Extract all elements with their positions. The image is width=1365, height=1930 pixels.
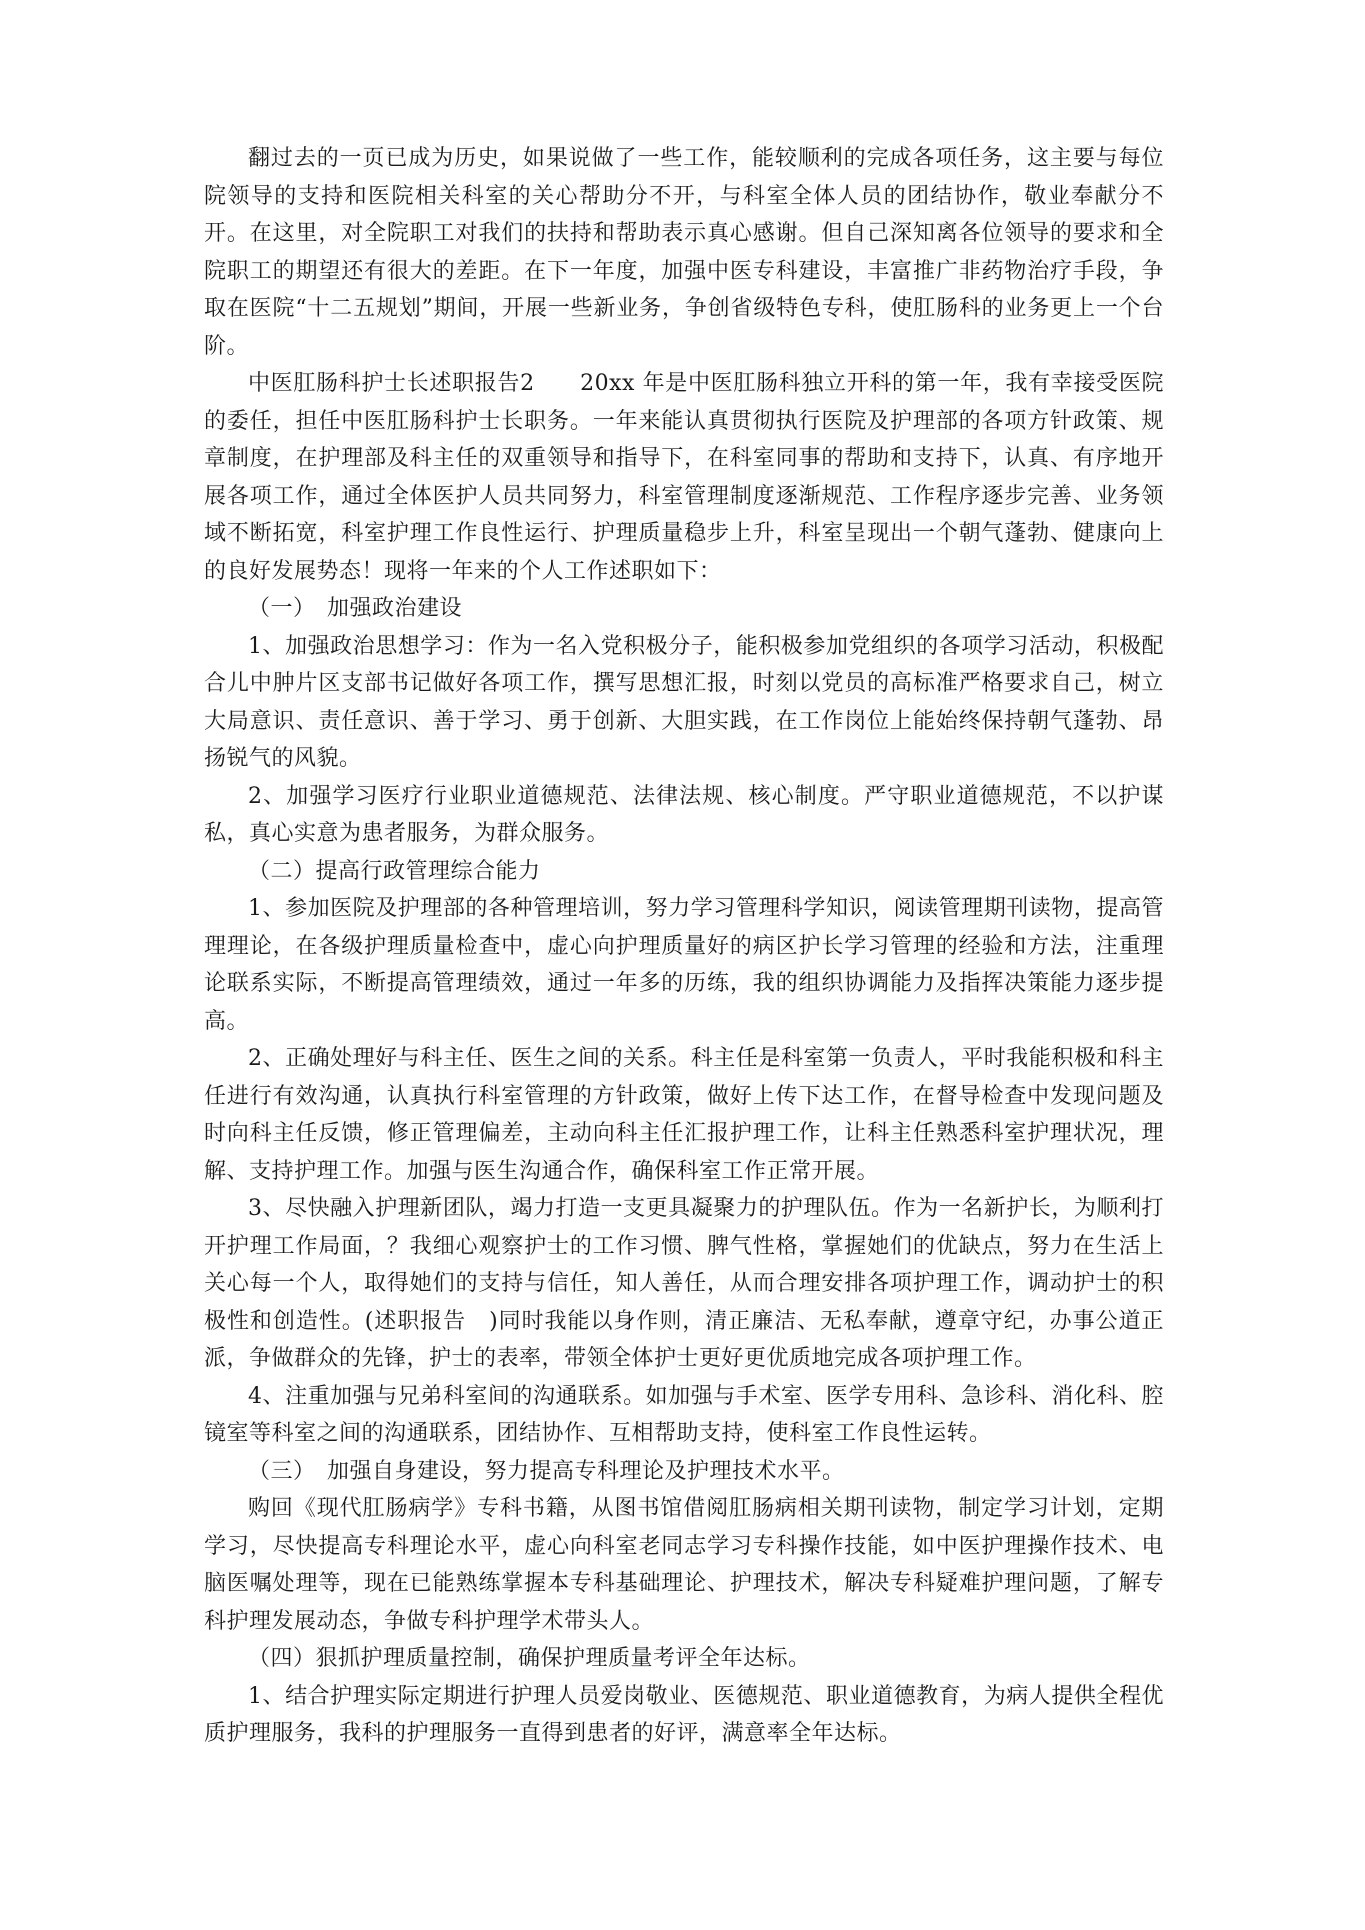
section-heading-quality-control: （四）狠抓护理质量控制，确保护理质量考评全年达标。 <box>248 1646 811 1671</box>
paragraph-management-3: 3、尽快融入护理新团队，竭力打造一支更具凝聚力的护理队伍。作为一名新护长，为顺利打开护理工作局面，？我细心观察护士的工作习惯、脾气性格，掌握她们的优缺点，努力在生活上关心每一个人，取得她们的支持与信任，知人善任，从而合理安排各项护理工作，调动护士的积极性和创造性。(述职报告 )同时我能以身作则，清正廉洁、无私奉献，遵章守纪，办事公道正派，争做群众的先锋，护士的表率，带领全体护士更好更优质地完成各项护理工作。 <box>204 1196 1164 1371</box>
paragraph-report-intro: 中医肛肠科护士长述职报告2 20xx 年是中医肛肠科独立开科的第一年，我有幸接受医院的委任，担任中医肛肠科护士长职务。一年来能认真贯彻执行医院及护理部的各项方针政策、规章制度，在护理部及科主任的双重领导和指导下，在科室同事的帮助和支持下，认真、有序地开展各项工作，通过全体医护人员共同努力，科室管理制度逐渐规范、工作程序逐步完善、业务领域不断拓宽，科室护理工作良性运行、护理质量稳步上升，科室呈现出一个朝气蓬勃、健康向上的良好发展势态！现将一年来的个人工作述职如下： <box>204 371 1164 584</box>
document-body <box>204 140 1164 1753</box>
section-heading-political: （一） 加强政治建设 <box>248 596 463 621</box>
paragraph-political-2: 2、加强学习医疗行业职业道德规范、法律法规、核心制度。严守职业道德规范，不以护谋私，真心实意为患者服务，为群众服务。 <box>204 783 1164 846</box>
paragraph-management-2: 2、正确处理好与科主任、医生之间的关系。科主任是科室第一负责人，平时我能积极和科主任进行有效沟通，认真执行科室管理的方针政策，做好上传下达工作，在督导检查中发现问题及时向科主任反馈，修正管理偏差，主动向科主任汇报护理工作，让科主任熟悉科室护理状况，理解、支持护理工作。加强与医生沟通合作，确保科室工作正常开展。 <box>204 1046 1164 1184</box>
paragraph-management-4: 4、注重加强与兄弟科室间的沟通联系。如加强与手术室、医学专用科、急诊科、消化科、腔镜室等科室之间的沟通联系，团结协作、互相帮助支持，使科室工作良性运转。 <box>204 1383 1164 1446</box>
paragraph-summary: 翻过去的一页已成为历史，如果说做了一些工作，能较顺利的完成各项任务，这主要与每位院领导的支持和医院相关科室的关心帮助分不开，与科室全体人员的团结协作，敬业奉献分不开。在这里，对全院职工对我们的扶持和帮助表示真心感谢。但自己深知离各位领导的要求和全院职工的期望还有很大的差距。在下一年度，加强中医专科建设，丰富推广非药物治疗手段，争取在医院“十二五规划”期间，开展一些新业务，争创省级特色专科，使肛肠科的业务更上一个台阶。 <box>204 146 1164 359</box>
section-heading-management: （二）提高行政管理综合能力 <box>248 858 541 884</box>
paragraph-political-1: 1、加强政治思想学习：作为一名入党积极分子，能积极参加党组织的各项学习活动，积极配合儿中肿片区支部书记做好各项工作，撰写思想汇报，时刻以党员的高标准严格要求自己，树立大局意识、责任意识、善于学习、勇于创新、大胆实践，在工作岗位上能始终保持朝气蓬勃、昂扬锐气的风貌。 <box>204 633 1164 771</box>
paragraph-self-development: 购回《现代肛肠病学》专科书籍，从图书馆借阅肛肠病相关期刊读物，制定学习计划，定期学习，尽快提高专科理论水平，虚心向科室老同志学习专科操作技能，如中医护理操作技术、电脑医嘱处理等，现在已能熟练掌握本专科基础理论、护理技术，解决专科疑难护理问题，了解专科护理发展动态，争做专科护理学术带头人。 <box>204 1496 1164 1634</box>
paragraph-management-1: 1、参加医院及护理部的各种管理培训，努力学习管理科学知识，阅读管理期刊读物，提高管理理论，在各级护理质量检查中，虚心向护理质量好的病区护长学习管理的经验和方法，注重理论联系实际，不断提高管理绩效，通过一年多的历练，我的组织协调能力及指挥决策能力逐步提高。 <box>204 896 1164 1034</box>
paragraph-quality-control-1: 1、结合护理实际定期进行护理人员爱岗敬业、医德规范、职业道德教育，为病人提供全程优质护理服务，我科的护理服务一直得到患者的好评，满意率全年达标。 <box>204 1683 1164 1746</box>
section-heading-self-development: （三） 加强自身建设，努力提高专科理论及护理技术水平。 <box>248 1458 845 1484</box>
